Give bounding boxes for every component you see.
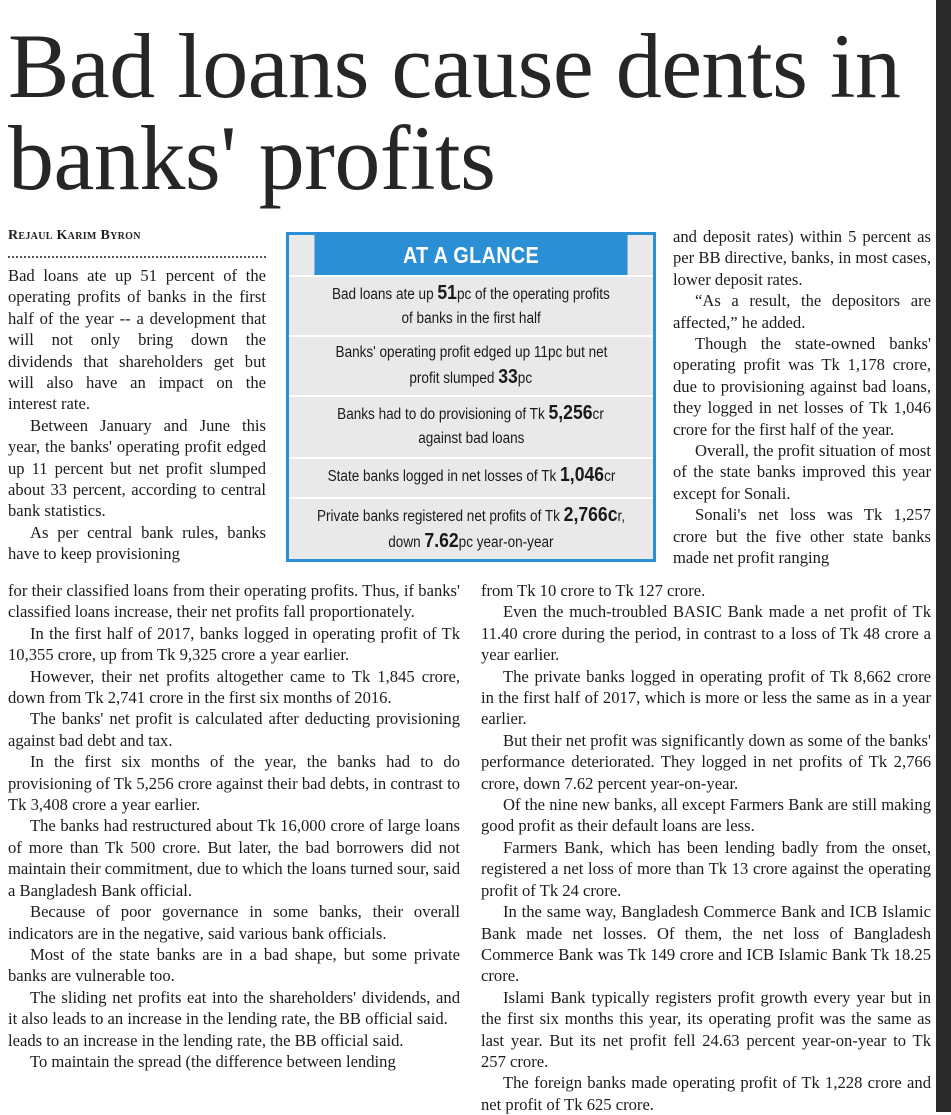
paragraph: Though the state-owned banks' operating profit was Tk 1,178 crore, due to provisioning against bad loans, they logged in net losses of Tk 1,046 crore for the first half of the year. <box>673 334 931 439</box>
paragraph: The private banks logged in operating profit of Tk 8,662 crore in the first half of 2017, which is more or less the same as in a year earlier. <box>481 666 931 729</box>
article-column-2 <box>8 580 460 1072</box>
paragraph: Even the much-troubled BASIC Bank made a net profit of Tk 11.40 crore during the period, in contrast to a loss of Tk 48 crore a year earlier. <box>481 602 931 665</box>
paragraph: In the same way, Bangladesh Commerce Bank and ICB Islamic Bank made net losses. Of them, the net loss of Bangladesh Commerce Bank was Tk 149 crore and ICB Islamic Bank Tk 18.25 crore. <box>481 902 931 986</box>
at-a-glance-box <box>286 232 656 562</box>
byline: Rejaul Karim Byron <box>8 228 141 243</box>
paragraph: Between January and June this year, the banks' operating profit edged up 11 percent but net profit slumped about 33 percent, according to central bank statistics. <box>8 415 266 521</box>
article-column-1 <box>8 265 266 565</box>
paragraph: Farmers Bank, which has been lending badly from the onset, registered a net loss of more than Tk 13 crore against the operating profit of Tk 24 crore. <box>481 837 931 900</box>
headline: Bad loans cause dents in banks' profits <box>8 15 901 209</box>
glance-item: Banks' operating profit edged up 11pc but net profit slumped 33pc <box>289 335 653 395</box>
paragraph: Most of the state banks are in a bad shape, but some private banks are vulnerable too. <box>8 944 460 986</box>
byline-divider <box>8 256 266 258</box>
paragraph: In the first half of 2017, banks logged in operating profit of Tk 10,355 crore, up from Tk 9,325 crore a year earlier. <box>8 623 460 665</box>
article-column-3 <box>673 226 931 569</box>
paragraph: As per central bank rules, banks have to keep provisioning <box>8 522 266 564</box>
paragraph: The banks' net profit is calculated after deducting provisioning against bad debt and tax. <box>8 709 460 750</box>
at-a-glance-title: AT A GLANCE <box>314 235 627 275</box>
paragraph: leads to an increase in the lending rate, the BB official said. <box>8 1030 404 1050</box>
glance-item: Banks had to do provisioning of Tk 5,256cr against bad loans <box>289 395 653 457</box>
paragraph: Bad loans ate up 51 percent of the operating profits of banks in the first half of the year -- a development that will not only bring down the dividends that shareholders get but will also have an impact on the interest rate. <box>8 266 266 414</box>
paragraph: from Tk 10 crore to Tk 127 crore. <box>481 581 706 600</box>
paragraph: Overall, the profit situation of most of the state banks improved this year except for Sonali. <box>673 441 931 503</box>
paragraph: To maintain the spread (the difference between lending <box>30 1051 396 1071</box>
paragraph: The foreign banks made operating profit of Tk 1,228 crore and net profit of Tk 625 crore. <box>481 1073 931 1114</box>
paragraph: But their net profit was significantly down as some of the banks' performance deteriorated. They logged in net profits of Tk 2,766 crore, down 7.62 percent year-on-year. <box>481 730 931 793</box>
page-edge-strip <box>936 0 951 1112</box>
paragraph: for their classified loans from their operating profits. Thus, if banks' classified loans increase, their net profits fall proportionately. <box>8 581 460 622</box>
glance-item: State banks logged in net losses of Tk 1,046cr <box>289 457 653 497</box>
paragraph: Of the nine new banks, all except Farmers Bank are still making good profit as their default loans are less. <box>481 795 931 836</box>
paragraph: and deposit rates) within 5 percent as per BB directive, banks, in most cases, lower deposit rates. <box>673 227 931 289</box>
paragraph: The banks had restructured about Tk 16,000 crore of large loans of more than Tk 500 crore. But later, the bad borrowers did not maintain their commitment, due to which the loans turned sour, said a Bangladesh Bank official. <box>8 816 460 900</box>
paragraph: Sonali's net loss was Tk 1,257 crore but the five other state banks made net profit ranging <box>673 505 931 568</box>
paragraph: “As a result, the depositors are affected,” he added. <box>673 291 931 332</box>
article-column-4 <box>481 580 931 1115</box>
paragraph: The sliding net profits eat into the shareholders' dividends, and it also leads to an increase in the lending rate, the BB official said. <box>8 987 460 1029</box>
glance-item: Bad loans ate up 51pc of the operating profits of banks in the first half <box>289 275 653 335</box>
paragraph: However, their net profits altogether came to Tk 1,845 crore, down from Tk 2,741 crore in the first six months of 2016. <box>8 666 460 708</box>
paragraph: In the first six months of the year, the banks had to do provisioning of Tk 5,256 crore against their bad debts, in contrast to Tk 3,408 crore a year earlier. <box>8 752 460 815</box>
paragraph: Because of poor governance in some banks, their overall indicators are in the negative, said various bank officials. <box>8 902 460 943</box>
paragraph: Islami Bank typically registers profit growth every year but in the first six months this year, its operating profit was the same as last year. But its net profit fell 24.63 percent year-on-year to Tk 257 crore. <box>481 987 931 1071</box>
glance-item: Private banks registered net profits of Tk 2,766cr, down 7.62pc year-on-year <box>289 497 653 557</box>
